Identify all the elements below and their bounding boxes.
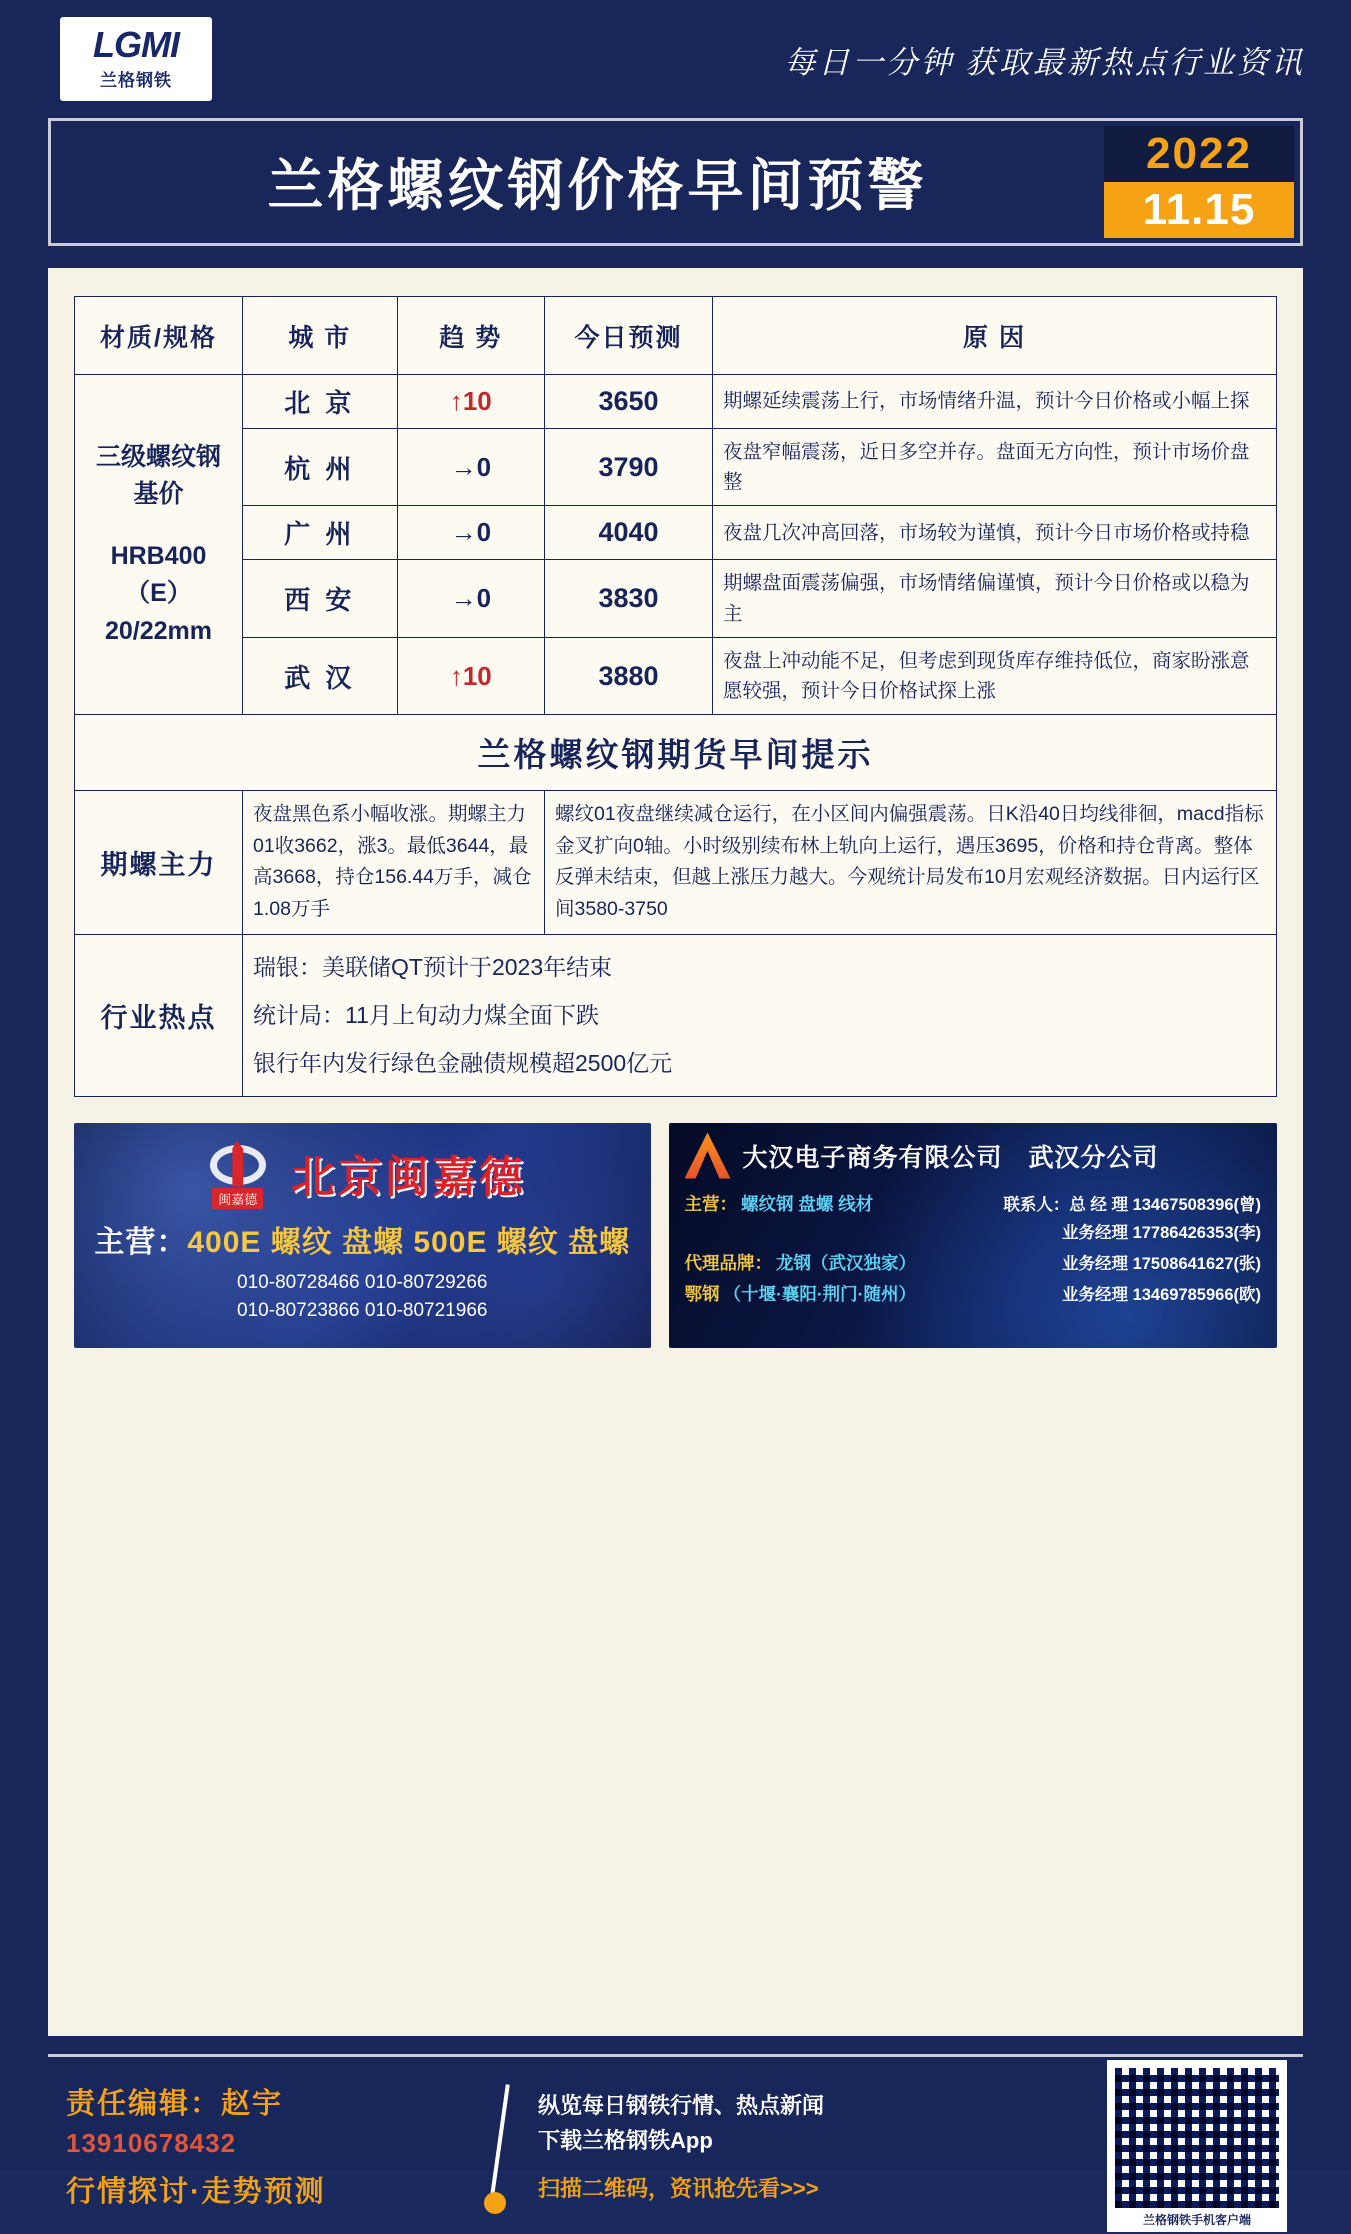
table-row — [75, 637, 1277, 714]
date-day: 11.15 — [1104, 182, 1294, 238]
table-row — [75, 560, 1277, 637]
city-cell: 北 京 — [243, 375, 398, 429]
prediction-cell: 3830 — [545, 560, 713, 637]
ad1-title: 北京闽嘉德 — [290, 1152, 526, 1202]
brand-logo — [60, 17, 212, 101]
footer-phone: 13910678432 — [66, 2128, 237, 2158]
futures-section-header — [75, 715, 1277, 791]
footer-slogan: 行情探讨·走势预测 — [66, 2176, 326, 2208]
trend-cell: ↑10 — [397, 637, 544, 714]
pin-dot-icon — [484, 2192, 506, 2214]
material-cell — [75, 375, 243, 715]
trend-cell: ↑10 — [397, 375, 544, 429]
ad1-phone-line: 010-80723866 010-80721966 — [237, 1300, 488, 1322]
ad1-main-prefix: 主营： — [94, 1225, 188, 1259]
ad2-contact: 联系人：总 经 理 13467508396(曾) — [1003, 1195, 1261, 1214]
ad2-contact: 业务经理 17786426353(李) — [1061, 1224, 1261, 1243]
logo-mark-text: LGMI — [93, 24, 179, 65]
ad-beijing-minjiade[interactable] — [74, 1123, 651, 1348]
prediction-cell: 3880 — [545, 637, 713, 714]
qr-code-icon[interactable] — [1115, 2068, 1279, 2208]
city-cell: 广 州 — [243, 506, 398, 560]
ad2-key: 鄂钢 — [684, 1284, 720, 1305]
header-bar — [0, 0, 1351, 118]
ad2-contact: 业务经理 17508641627(张) — [1061, 1255, 1261, 1274]
reason-cell: 夜盘几次冲高回落，市场较为谨慎，预计今日市场价格或持稳 — [713, 506, 1277, 560]
reason-cell: 夜盘上冲动能不足，但考虑到现货库存维持低位，商家盼涨意愿较强，预计今日价格试探上涨 — [713, 637, 1277, 714]
ad2-row — [685, 1189, 1262, 1220]
trend-cell: →0 — [397, 429, 544, 506]
table-row — [75, 506, 1277, 560]
minjiade-logo-icon — [199, 1137, 277, 1209]
ad2-value: 螺纹钢 盘螺 线材 — [741, 1193, 874, 1214]
futures-label: 期螺主力 — [75, 791, 243, 934]
reason-cell: 期螺延续震荡上行，市场情绪升温，预计今日价格或小幅上探 — [713, 375, 1277, 429]
ad2-header — [685, 1133, 1262, 1179]
scan-hint: 扫描二维码，资讯抢先看>>> — [538, 2176, 819, 2202]
ad2-title — [743, 1138, 1159, 1174]
ad-area — [74, 1123, 1277, 1348]
th-trend: 趋 势 — [397, 297, 544, 375]
ad1-phone-line: 010-80728466 010-80729266 — [237, 1271, 488, 1293]
ad2-key: 主营： — [684, 1193, 737, 1214]
th-material: 材质/规格 — [75, 297, 243, 375]
footer-editor: 责任编辑：赵宇 — [66, 2088, 284, 2120]
footer-editor-block — [48, 2081, 478, 2210]
ad1-main-line — [74, 1217, 651, 1261]
city-cell: 杭 州 — [243, 429, 398, 506]
ad2-value: （十堰·襄阳·荆门·随州） — [723, 1284, 916, 1305]
ad2-row — [685, 1279, 1262, 1310]
hotspot-item: 银行年内发行绿色金融债规模超2500亿元 — [253, 1050, 673, 1077]
ad2-row — [685, 1248, 1262, 1279]
ad1-header — [74, 1123, 651, 1209]
date-year: 2022 — [1104, 126, 1294, 182]
table-header-row — [75, 297, 1277, 375]
logo-sub-text: 兰格钢铁 — [100, 71, 172, 90]
trend-cell: →0 — [397, 560, 544, 637]
dahan-logo-icon — [685, 1133, 731, 1179]
footer-promo — [478, 2088, 1107, 2203]
ad2-branch: 武汉分公司 — [1028, 1143, 1159, 1172]
material-line2: HRB400（E）20/22mm — [104, 541, 213, 645]
promo-line-1: 纵览每日钢铁行情、热点新闻 — [538, 2092, 825, 2118]
reason-cell: 期螺盘面震荡偏强，市场情绪偏谨慎，预计今日价格或以稳为主 — [713, 560, 1277, 637]
table-row — [75, 429, 1277, 506]
hotspot-label: 行业热点 — [75, 934, 243, 1096]
ad1-badge: 闽嘉德 — [212, 1188, 263, 1209]
page-title: 兰格螺纹钢价格早间预警 — [267, 154, 928, 217]
footer — [48, 2054, 1303, 2234]
ad2-key: 代理品牌： — [684, 1253, 772, 1274]
ad2-rows — [685, 1189, 1262, 1311]
prediction-cell: 4040 — [545, 506, 713, 560]
th-city: 城 市 — [243, 297, 398, 375]
hotspot-item: 瑞银：美联储QT预计于2023年结束 — [253, 953, 613, 980]
ad1-main-text: 400E 螺纹 盘螺 500E 螺纹 盘螺 — [187, 1225, 631, 1259]
promo-line-2: 下载兰格钢铁App — [538, 2128, 713, 2153]
table-row — [75, 375, 1277, 429]
content-card — [48, 268, 1303, 2036]
th-prediction: 今日预测 — [545, 297, 713, 375]
ad1-phones — [74, 1269, 651, 1326]
city-cell: 西 安 — [243, 560, 398, 637]
reason-cell: 夜盘窄幅震荡，近日多空并存。盘面无方向性，预计市场价盘整 — [713, 429, 1277, 506]
city-cell: 武 汉 — [243, 637, 398, 714]
hotspot-item: 统计局：11月上旬动力煤全面下跌 — [253, 1001, 599, 1028]
futures-section-title: 兰格螺纹钢期货早间提示 — [75, 715, 1277, 791]
ad2-value: 龙钢（武汉独家） — [776, 1253, 916, 1274]
ad2-company: 大汉电子商务有限公司 — [742, 1143, 1003, 1172]
material-line1: 三级螺纹钢基价 — [95, 442, 221, 509]
ad-dahan-ecommerce[interactable] — [669, 1123, 1278, 1348]
trend-cell: →0 — [397, 506, 544, 560]
hotspot-list — [243, 934, 1277, 1096]
title-band — [48, 118, 1303, 246]
th-reason: 原 因 — [713, 297, 1277, 375]
ad2-contact: 业务经理 13469785966(欧) — [1061, 1286, 1261, 1305]
futures-right-text: 螺纹01夜盘继续减仓运行，在小区间内偏强震荡。日K沿40日均线徘徊，macd指标金叉扩向0轴。小时级别续布林上轨向上运行，遇压3695，价格和持仓背离。整体反弹未结束，但越上涨压力越大。今观统计局发布10月宏观经济数据。日内运行区间3580-3750 — [545, 791, 1277, 934]
header-slogan: 每日一分钟 获取最新热点行业资讯 — [784, 44, 1305, 80]
futures-row — [75, 791, 1277, 934]
qr-caption: 兰格钢铁手机客户端 — [1142, 2212, 1251, 2227]
ad2-row — [685, 1219, 1262, 1248]
qr-block[interactable] — [1107, 2060, 1287, 2232]
hotspot-row — [75, 934, 1277, 1096]
pin-line-icon — [490, 2084, 510, 2195]
date-box — [1104, 127, 1294, 237]
futures-left-text: 夜盘黑色系小幅收涨。期螺主力01收3662，涨3。最低3644，最高3668，持仓156.44万手，减仓1.08万手 — [243, 791, 545, 934]
price-table — [74, 296, 1277, 1097]
prediction-cell: 3650 — [545, 375, 713, 429]
prediction-cell: 3790 — [545, 429, 713, 506]
